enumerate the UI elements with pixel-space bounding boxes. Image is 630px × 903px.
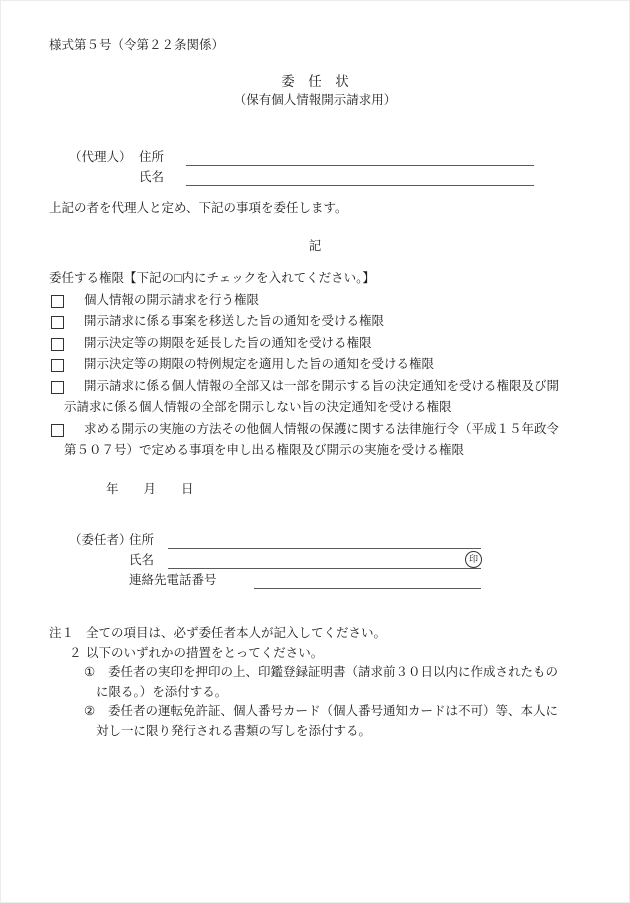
note-item2-marker: ② — [84, 704, 96, 719]
permission-item — [49, 419, 577, 462]
permission-item — [49, 333, 577, 355]
principal-address-field[interactable] — [168, 531, 481, 549]
note-line-2 — [49, 644, 579, 664]
principal-label: （委任者） — [69, 533, 132, 547]
agent-address-row — [69, 148, 534, 168]
agent-name-row — [69, 168, 534, 188]
principal-phone-field[interactable] — [254, 571, 481, 589]
ki-heading: 記 — [308, 239, 322, 253]
note-line-3 — [49, 663, 579, 683]
checkbox-icon[interactable] — [51, 338, 64, 351]
permission-item-text: 開示請求に係る事案を移送した旨の通知を受ける権限 — [84, 314, 385, 328]
principal-name-field[interactable] — [168, 551, 481, 569]
form-number: 様式第５号（令第２２条関係） — [49, 38, 225, 52]
document-subtitle: （保有個人情報開示請求用） — [233, 93, 397, 107]
permissions-heading: 委任する権限【下記の□内にチェックを入れてください。】 — [49, 271, 375, 285]
note-line-6: 対し一に限り発行される書類の写しを添付する。 — [96, 723, 372, 738]
seal-text: 印 — [468, 554, 478, 564]
checkbox-icon[interactable] — [51, 359, 64, 372]
principal-phone-label: 連絡先電話番号 — [129, 573, 217, 587]
checkbox-icon[interactable] — [51, 316, 64, 329]
document-title: 委 任 状 — [281, 74, 349, 89]
agent-address-field[interactable] — [186, 148, 534, 166]
permission-item-text-cont: 第５０７号）で定める事項を申し出る権限及び開示の実施を受ける権限 — [64, 443, 465, 457]
note2-marker: ２ — [69, 645, 82, 660]
principal-address-row — [69, 531, 481, 551]
principal-address-label: 住所 — [129, 533, 155, 547]
principal-phone-row — [69, 571, 481, 591]
permission-item-text: 開示決定等の期限を延長した旨の通知を受ける権限 — [84, 335, 372, 350]
seal-icon — [465, 551, 482, 568]
permission-item — [49, 354, 577, 376]
agent-address-label: 住所 — [139, 150, 165, 164]
agent-name-label: 氏名 — [139, 170, 165, 184]
note2-text: 以下のいずれかの措置をとってください。 — [86, 645, 324, 660]
principal-section — [69, 531, 481, 591]
permission-item — [49, 311, 577, 333]
permission-item-text: 開示請求に係る個人情報の全部又は一部を開示する旨の決定通知を受ける権限及び開 — [84, 378, 560, 393]
note1-marker: 注１ — [49, 626, 75, 640]
note-line-1 — [49, 624, 579, 644]
permission-item-text: 開示決定等の期限の特例規定を適用した旨の通知を受ける権限 — [84, 357, 435, 371]
note-item1-text: 委任者の実印を押印の上、印鑑登録証明書（請求前３０日以内に作成されたもの — [108, 665, 559, 680]
note1-text: 全ての項目は、必ず委任者本人が記入してください。 — [86, 626, 387, 640]
note-line-5 — [49, 702, 579, 722]
agent-label: （代理人） — [69, 150, 132, 164]
note-item2-text: 委任者の運転免許証、個人番号カード（個人番号通知カードは不可）等、本人に — [108, 704, 559, 719]
permission-item-text-cont: 示請求に係る個人情報の全部を開示しない旨の決定通知を受ける権限 — [64, 400, 452, 414]
permission-item — [49, 376, 577, 419]
checkbox-icon[interactable] — [51, 381, 64, 394]
permission-item — [49, 290, 577, 312]
permission-item-text: 求める開示の実施の方法その他個人情報の保護に関する法律施行令（平成１５年政令 — [84, 421, 560, 436]
checkbox-icon[interactable] — [51, 295, 64, 308]
permissions-section — [49, 268, 577, 462]
note-line-4: に限る。）を添付する。 — [96, 684, 228, 699]
principal-label-spacer — [69, 571, 129, 591]
principal-name-label: 氏名 — [129, 553, 155, 567]
checkbox-icon[interactable] — [51, 424, 64, 437]
date-field[interactable]: 年 月 日 — [106, 482, 194, 496]
agent-label-spacer — [69, 168, 139, 188]
agent-section — [69, 148, 534, 188]
principal-label-spacer — [69, 551, 129, 571]
agent-name-field[interactable] — [186, 168, 534, 186]
note-item1-marker: ① — [84, 665, 96, 680]
principal-name-row — [69, 551, 481, 571]
permission-item-text: 個人情報の開示請求を行う権限 — [84, 292, 260, 307]
notes-section — [49, 624, 579, 742]
declaration-text: 上記の者を代理人と定め、下記の事項を委任します。 — [49, 201, 348, 215]
